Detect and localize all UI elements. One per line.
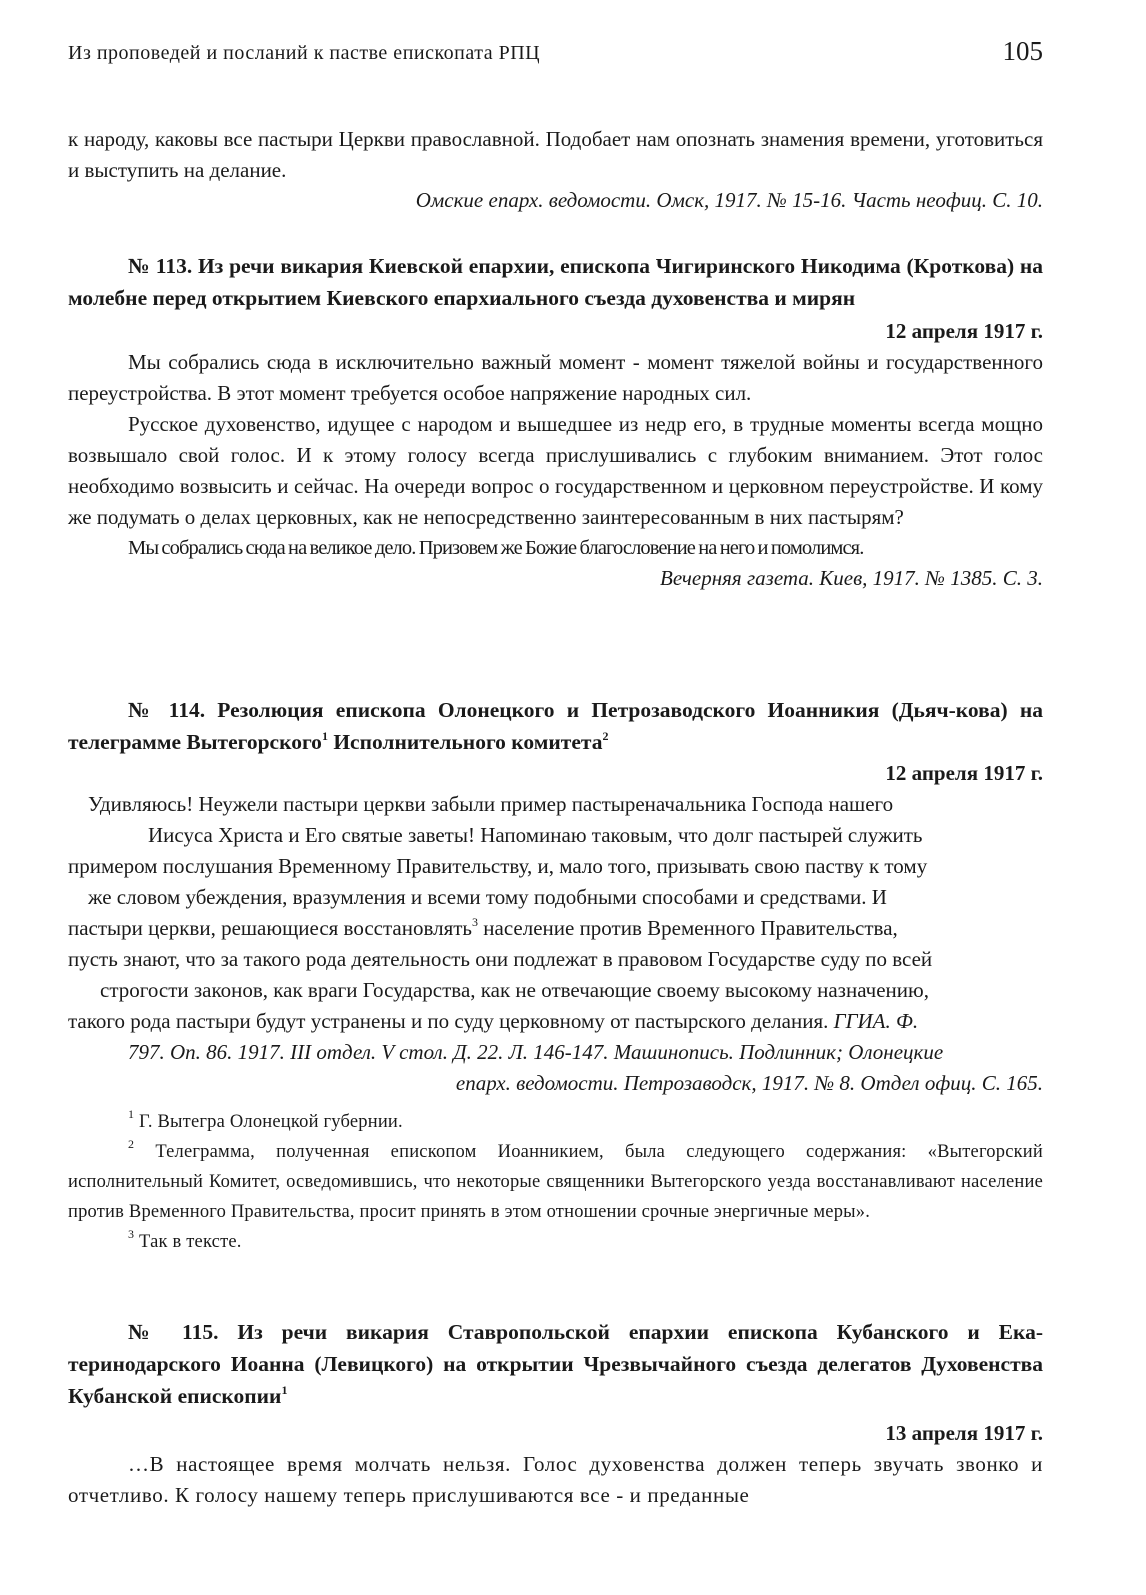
footnote-text: Телеграмма, полученная епископом Иоанникием, была следующего содержания: «Вытегорский исполнительный Комитет, осведомившись, что некоторые священники Вытегорского уезда восстанавливают население против Временного Правительства, просит принять в этом отношении срочные энергичные меры». bbox=[68, 1142, 1043, 1222]
footnote-number: 1 bbox=[128, 1107, 135, 1121]
body-paragraph: Мы собрались сюда на великое дело. Призовем же Божие благословение на него и помолимся. bbox=[128, 537, 864, 559]
text-line: Иисуса Христа и Его святые заветы! Напоминаю таковым, что долг пастырей служить bbox=[148, 823, 923, 847]
text-line bbox=[68, 1006, 1043, 1037]
running-title: Из проповедей и посланий к пастве епископата РПЦ bbox=[68, 42, 541, 64]
document-title bbox=[68, 694, 1043, 758]
source-citation: ГГИА. Ф. bbox=[833, 1009, 919, 1033]
footnote-mark: 1 bbox=[321, 729, 328, 743]
document-115 bbox=[68, 1316, 1043, 1511]
running-header bbox=[68, 36, 1043, 72]
footnote-number: 3 bbox=[128, 1227, 135, 1241]
resolution-text bbox=[68, 789, 1043, 1099]
document-114 bbox=[68, 694, 1043, 1257]
footnote-mark: 1 bbox=[281, 1383, 288, 1397]
footnote bbox=[68, 1227, 1043, 1257]
body-paragraph: Мы собрались сюда в исключительно важный момент - момент тяжелой войны и государственного переустройства. В этот момент требуется особое напряжение народных сил. bbox=[68, 350, 1043, 405]
title-text: № 115. Из речи викария Ставропольской епархии епископа Кубанского и Ека-теринодарского Иоанна (Левицкого) на открытии Чрезвычайного съезда делегатов Духовенства Кубанской епископии bbox=[68, 1320, 1043, 1408]
body-paragraph: Русское духовенство, идущее с народом и вышедшее из недр его, в трудные моменты всегда мощно возвышало свой голос. И к этому голосу всегда прислушивались с глубоким вниманием. Этот голос необходимо возвысить и сейчас. На очереди вопрос о государственном и церковном переустройстве. И кому же подумать о делах церковных, как не непосредственно заинтересованным в них пастырям? bbox=[68, 412, 1043, 529]
text-line: же словом убеждения, вразумления и всеми тому подобными способами и средствами. И bbox=[88, 885, 887, 909]
footnotes bbox=[68, 1107, 1043, 1257]
source-citation: Вечерняя газета. Киев, 1917. № 1385. С. 3. bbox=[660, 566, 1043, 590]
document-113 bbox=[68, 250, 1043, 593]
footnote-text: Г. Вытегра Олонецкой губернии. bbox=[134, 1112, 403, 1132]
document-title: № 113. Из речи викария Киевской епархии, епископа Чигиринского Никодима (Кроткова) на молебне перед открытием Киевского епархиального съезда духовенства и мирян bbox=[68, 254, 1043, 310]
document-date: 13 апреля 1917 г. bbox=[885, 1421, 1043, 1445]
text-segment: такого рода пастыри будут устранены и по суду церковному от пастырского делания. bbox=[68, 1009, 829, 1033]
title-text: Исполнительного комитета bbox=[327, 730, 603, 754]
body-paragraph: …В настоящее время молчать нельзя. Голос духовенства должен теперь звучать звонко и отчетливо. К голосу нашему теперь прислушиваются все - и преданные bbox=[68, 1452, 1043, 1507]
footnote-text: Так в тексте. bbox=[134, 1232, 242, 1252]
source-citation: Омские епарх. ведомости. Омск, 1917. № 15-16. Часть неофиц. С. 10. bbox=[415, 188, 1043, 212]
previous-document-ending bbox=[68, 124, 1043, 215]
footnote bbox=[68, 1137, 1043, 1227]
text-segment: население против Временного Правительства, bbox=[478, 916, 898, 940]
document-date: 12 апреля 1917 г. bbox=[885, 761, 1043, 785]
footnote-mark: 3 bbox=[472, 915, 479, 929]
footnote-number: 2 bbox=[128, 1137, 135, 1151]
source-citation: 797. Оп. 86. 1917. III отдел. V стол. Д. 22. Л. 146-147. Машинопись. Подлинник; Олонецкие bbox=[128, 1040, 944, 1064]
text-line: Удивляюсь! Неужели пастыри церкви забыли пример пастыреначальника Господа нашего bbox=[88, 792, 894, 816]
footnote bbox=[68, 1107, 1043, 1137]
document-date: 12 апреля 1917 г. bbox=[885, 319, 1043, 343]
document-title bbox=[68, 1316, 1043, 1412]
text-line: строгости законов, как враги Государства, как не отвечающие своему высокому назначению, bbox=[100, 978, 929, 1002]
continuation-paragraph: к народу, каковы все пастыри Церкви православной. Подобает нам опознать знамения времени, уготовиться и выступить на делание. bbox=[68, 127, 1043, 182]
text-line: примером послушания Временному Правительству, и, мало того, призывать свою паству к тому bbox=[68, 854, 928, 878]
title-text: № 114. Резолюция епископа Олонецкого и Петрозаводского Иоанникия (Дьяч-кова) на телеграмме Вытегорского bbox=[68, 698, 1043, 754]
text-line: пусть знают, что за такого рода деятельность они подлежат в правовом Государстве суду по всей bbox=[68, 947, 933, 971]
text-segment: пастыри церкви, решающиеся восстановлять bbox=[68, 916, 473, 940]
text-line bbox=[68, 913, 1043, 944]
page-number: 105 bbox=[1002, 36, 1043, 66]
source-citation: епарх. ведомости. Петрозаводск, 1917. № 8. Отдел офиц. С. 165. bbox=[455, 1071, 1043, 1095]
footnote-mark: 2 bbox=[602, 729, 609, 743]
